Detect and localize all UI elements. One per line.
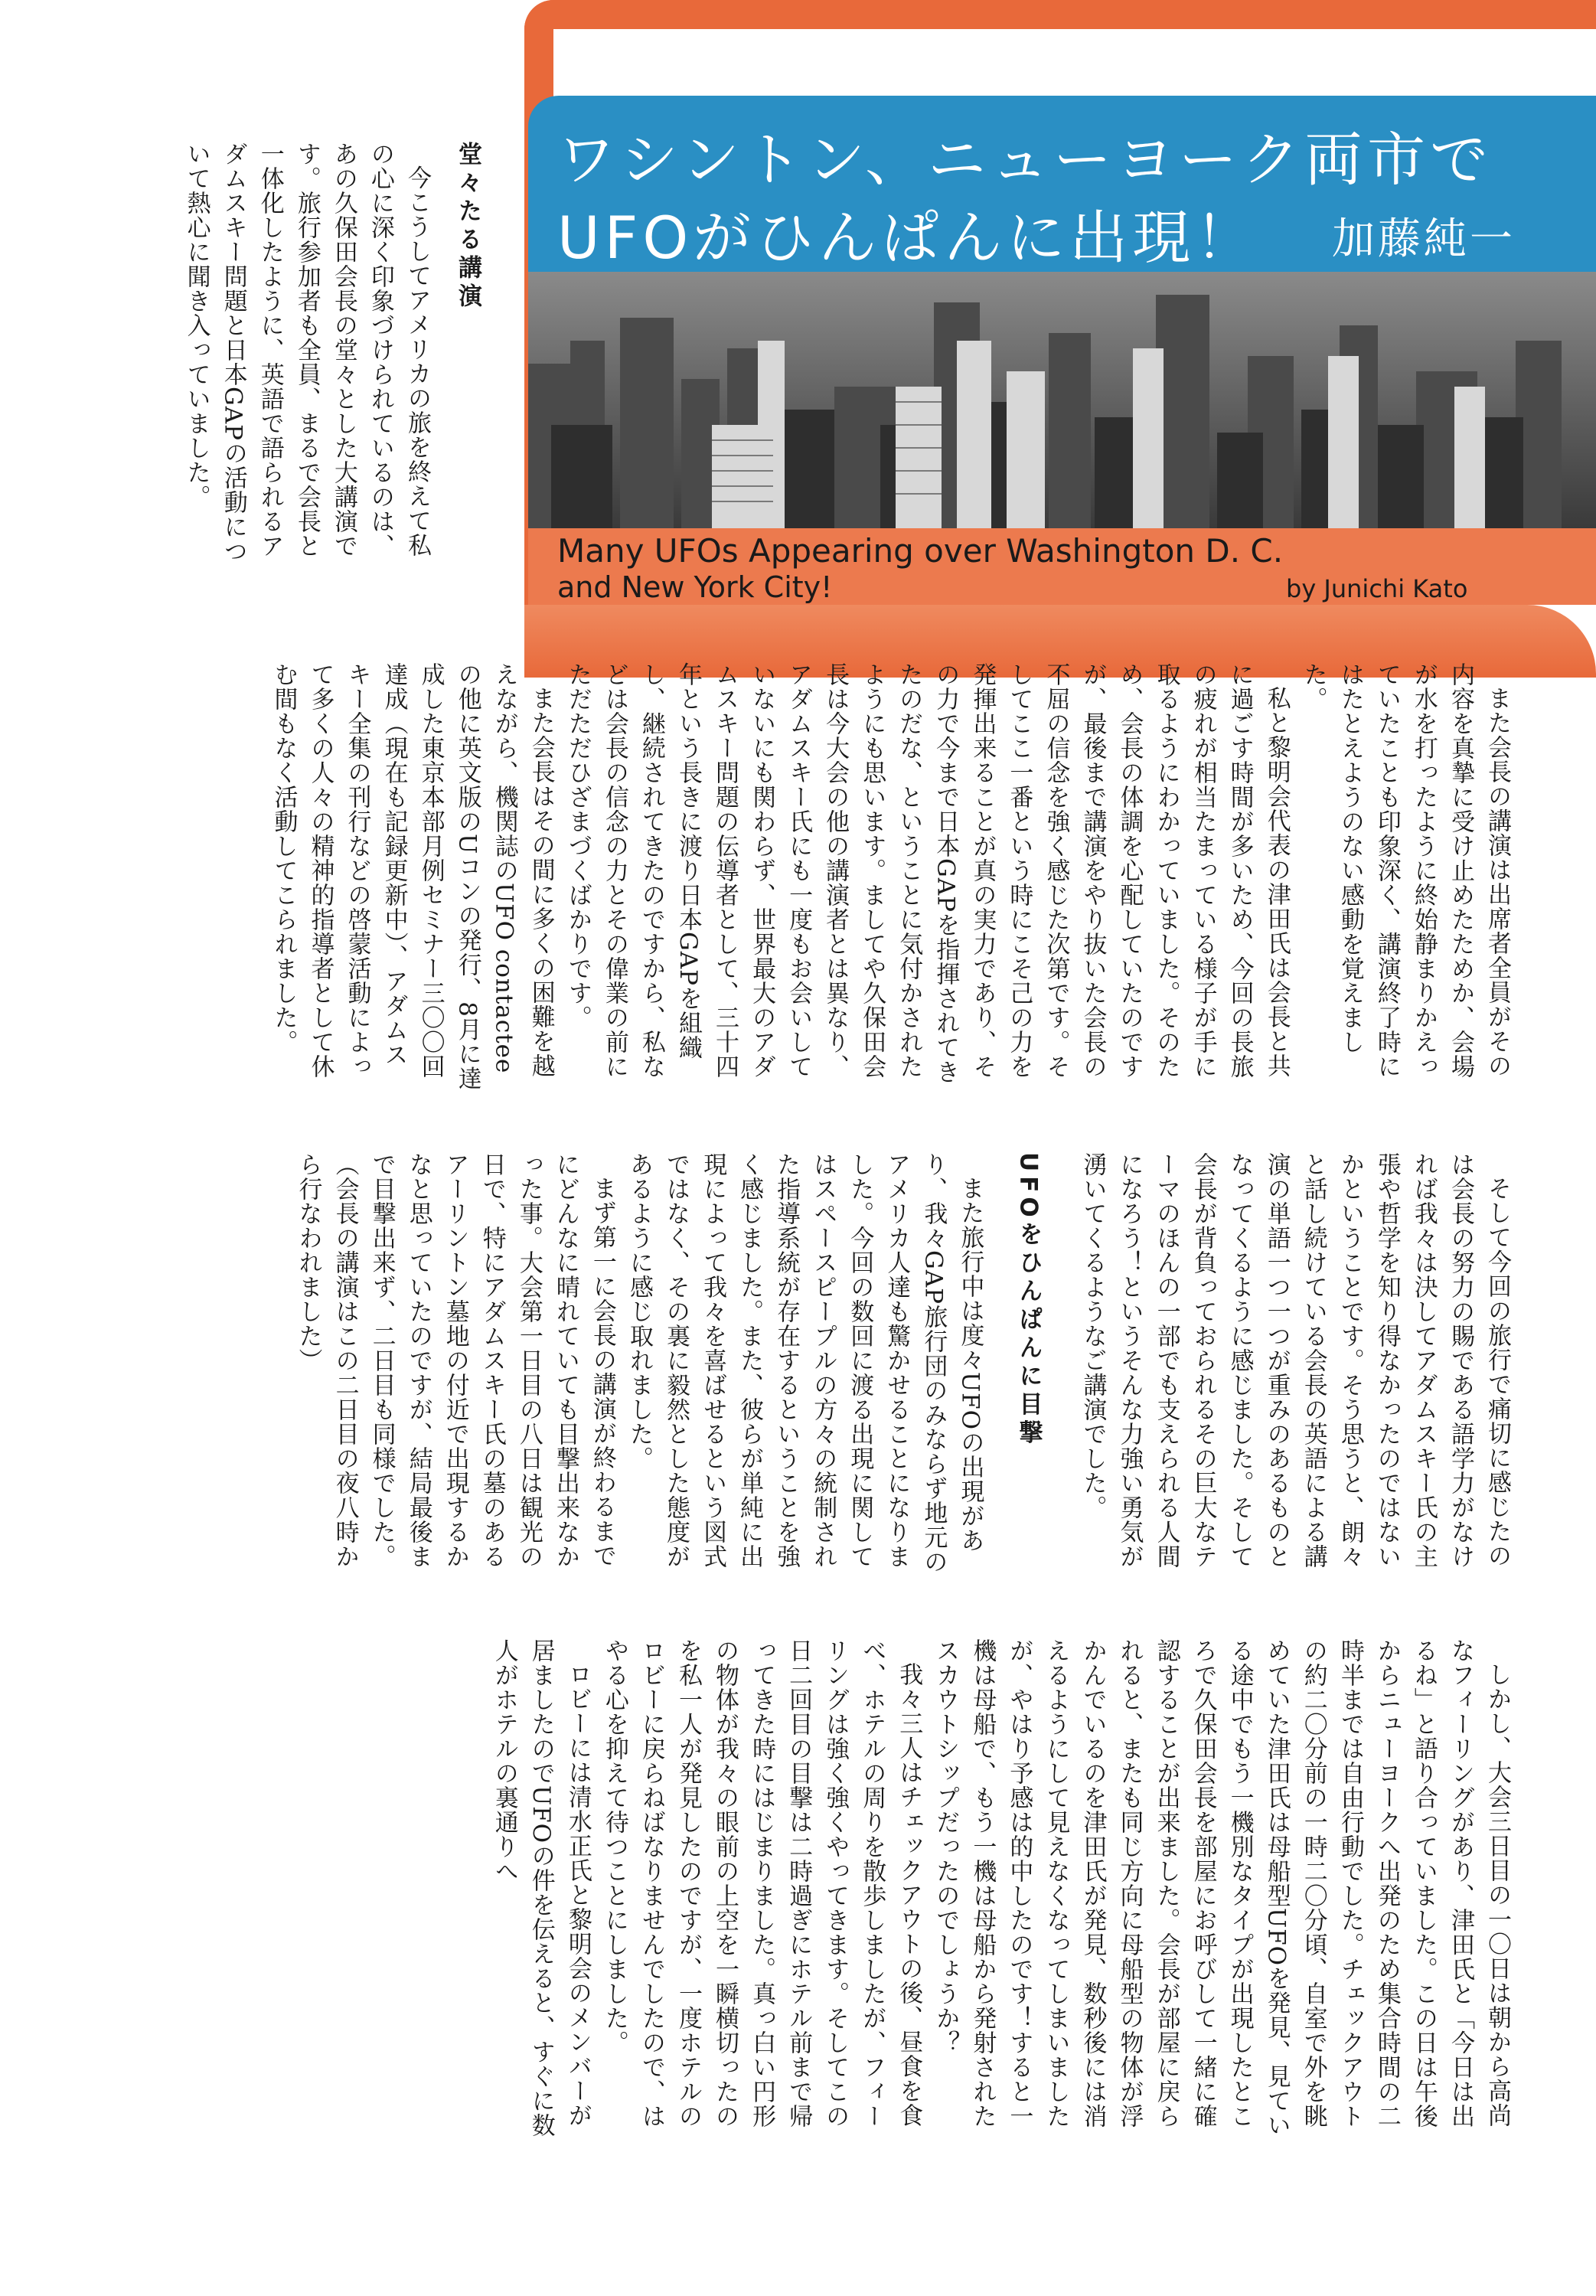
- article-section-2: [115, 662, 1516, 1091]
- section-heading-ufo-sightings: UFOをひんぱんに目撃: [1014, 1152, 1043, 1448]
- city-skyline-photo: [528, 272, 1596, 528]
- paragraph: また旅行中は度々UFOの出現があり、我々GAP旅行団のみならず地元のアメリカ人達も驚かせることになりました。今回の数回に渡る出現に関してはスペースピープルの方々の統制された指導系統が存在するということを強く感じました。また、彼らが単純に出現によって我々を喜ばせるという図式ではなく、その裏に毅然とした態度があるように感じ取れました。: [625, 1152, 984, 1575]
- article-section-4: [115, 1638, 1516, 2144]
- paragraph: まず第一に会長の講演が終わるまでにどんなに晴れていても目撃出来なかった事。大会第一日目の八日は観光の日で、特にアダムスキー氏の墓のあるアーリントン墓地の付近で出現するかなと思っていたのですが、結局最後まで目撃出来ず、二日目も同様でした。（会長の講演はこの二日目の夜八時から行なわれました）: [294, 1152, 616, 1569]
- author-name-en: by Junichi Kato: [1286, 574, 1468, 603]
- article-title-line1: ワシントン、ニューヨーク両市で: [557, 126, 1493, 194]
- orange-frame-top: [524, 0, 1596, 29]
- skyline-illustration: [528, 272, 1596, 528]
- paragraph: ロビーには清水正氏と黎明会のメンバーが居ましたのでUFOの件を伝えると、すぐに数人がホテルの裏通りへ: [490, 1638, 592, 2138]
- english-subtitle-line2: and New York City!: [557, 570, 833, 604]
- author-name-jp: 加藤純一: [1332, 214, 1516, 264]
- paragraph: また会長はその間に多くの困難を越えながら、機関誌のUFO contactee の他に英文版のUコンの発行、8月に達成した東京本部月例セミナー三〇〇回達成（現在も記録更新中）、アダムスキー全集の刊行などの啓蒙活動によって多くの人々の精神的指導者として休む間もなく活動してこられました。: [269, 662, 555, 1091]
- english-subtitle-line1: Many UFOs Appearing over Washington D. C.: [557, 532, 1284, 570]
- article-section-3: [115, 1152, 1516, 1581]
- paragraph: また会長の講演は出席者全員がその内容を真摯に受け止めたためか、会場が水を打ったように終始静まりかえっていたことも印象深く、講演終了時にはたとえようのない感動を覚えました。: [1299, 662, 1511, 1079]
- sidebar-paragraph: 今こうしてアメリカの旅を終えて私の心に深く印象づけられているのは、あの久保田会長の堂々とした大講演です。旅行参加者も全員、まるで会長と一体化したように、英語で語られるアダムスキー問題と日本GAPの活動について熱心に聞き入っていました。: [182, 142, 431, 564]
- article-title-line2: UFOがひんぱんに出現！: [557, 204, 1258, 272]
- paragraph: そして今回の旅行で痛切に感じたのは会長の努力の賜である語学力がなければ我々は決してアダムスキー氏の主張や哲学を知り得なかったのではないかということです。そう思うと、朗々と話し続けている会長の英語による講演の単語一つ一つが重みのあるものとなってくるように感じました。そして会長が背負っておられるその巨大なテーマのほんの一部でも支えられる人間になろう！というそんな力強い勇気が湧いてくるようなご講演でした。: [1079, 1152, 1511, 1569]
- paragraph: 私と黎明会代表の津田氏は会長と共に過ごす時間が多いため、今回の長旅の疲れが相当たまっている様子が手に取るようにわかっていました。そのため、会長の体調を心配していたのですが、最後まで講演をやり抜いた会長の不屈の信念を強く感じた次第です。そしてここ一番という時にこそ己の力を発揮出来ることが真の実力であり、その力で今まで日本GAPを指揮されてきたのだな、ということに気付かされたようにも思います。ましてや久保田会長は今大会の他の講演者とは異なり、アダムスキー氏にも一度もお会いしていないにも関わらず、世界最大のアダムスキー問題の伝導者として、三十四年という長きに渡り日本GAPを組織し、継続されてきたのですから、私などは会長の信念の力とその偉業の前にただただひざまづくばかりです。: [563, 662, 1291, 1085]
- paragraph: 我々三人はチェックアウトの後、昼食を食べ、ホテルの周りを散歩しましたが、フィーリングは強く強くやってきます。そしてこの日二回目の目撃は二時過ぎにホテル前まで帰ってきた時にはじまりました。真っ白い円形の物体が我々の眼前の上空を一瞬横切ったのを私一人が発見したのですが、一度ホテルのロビーに戻らねばなりませんでしたので、はやる心を抑えて待つことにしました。: [600, 1638, 923, 2128]
- sidebar-heading: 堂々たる講演: [454, 142, 481, 312]
- paragraph: しかし、大会三日目の一〇日は朝から高尚なフィーリングがあり、津田氏と「今日は出るね」と語り合っていました。この日は午後からニューヨークへ出発のため集合時間の二時半までは自由行動でした。チェックアウトの約二〇分前の一時二〇分頃、自室で外を眺めていた津田氏は母船型UFOを発見、見ている途中でもう一機別なタイプが出現したところで久保田会長を部屋にお呼びして一緒に確認することが出来ました。会長が部屋に戻られると、またも同じ方向に母船型の物体が浮かんでいるのを津田氏が発見、数秒後には消えるようにして見えなくなってしまいましたが、やはり予感は的中したのです！すると一機は母船で、もう一機は母船から発射されたスカウトシップだったのでしょうか？: [932, 1638, 1511, 2138]
- sidebar-section: [115, 142, 486, 570]
